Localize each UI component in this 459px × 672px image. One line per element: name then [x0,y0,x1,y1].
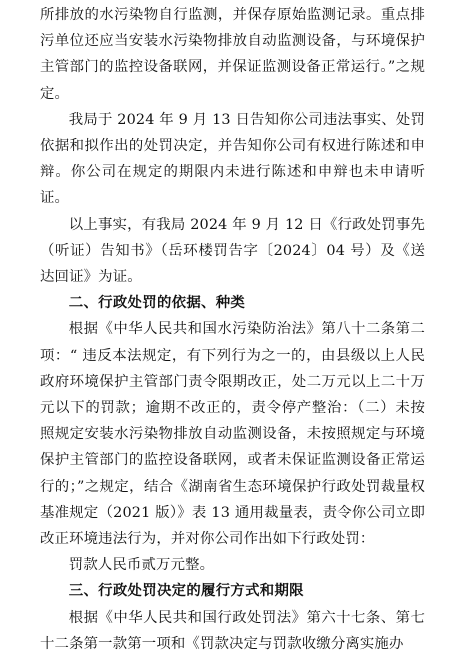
paragraph-fine: 罚款人民币贰万元整。 [68,557,215,574]
paragraph-method: 根据《中华人民共和国行政处罚法》第六十七条、第七十二条第一款第一项和《罚款决定与罚款收缴分离实施办 [40,609,425,652]
paragraph-violation-continuation: 所排放的水污染物自行监测，并保存原始监测记录。重点排污单位还应当安装水污染物排放自动监测设备，与环境保护主管部门的监控设备联网，并保证监测设备正常运行。”之规定。 [40,7,425,102]
paragraph-notice: 我局于 2024 年 9 月 13 日告知你公司违法事实、处罚依据和拟作出的处罚决定，并告知你公司有权进行陈述和申辩。你公司在规定的期限内未进行陈述和申辩也未申请听证。 [40,111,425,207]
section-heading-basis: 二、行政处罚的依据、种类 [68,295,246,312]
paragraph-evidence: 以上事实，有我局 2024 年 9 月 12 日《行政处罚事先（听证）告知书》（岳环楼罚告字〔2024〕04 号）及《送达回证》为证。 [40,216,425,286]
paragraph-legal-basis: 根据《中华人民共和国水污染防治法》第八十二条第二项：“ 违反本法规定，有下列行为之一的，由县级以上人民政府环境保护主管部门责令限期改正，处二万元以上二十万元以下的罚款；逾期不改正的，责令停产整治：（二）未按照规定安装水污染物排放自动监测设备，未按照规定与环境保护主管部门的监控设备联网，或者未保证监测设备正常运行的；”之规定，结合《湖南省生态环境保护行政处罚裁量权基准规定（2021 版）》表 13 通用裁量表，责令你公司立即改正环境违法行为，并对你公司作出如下行政处罚： [40,321,425,548]
section-heading-method: 三、行政处罚决定的履行方式和期限 [68,583,304,600]
